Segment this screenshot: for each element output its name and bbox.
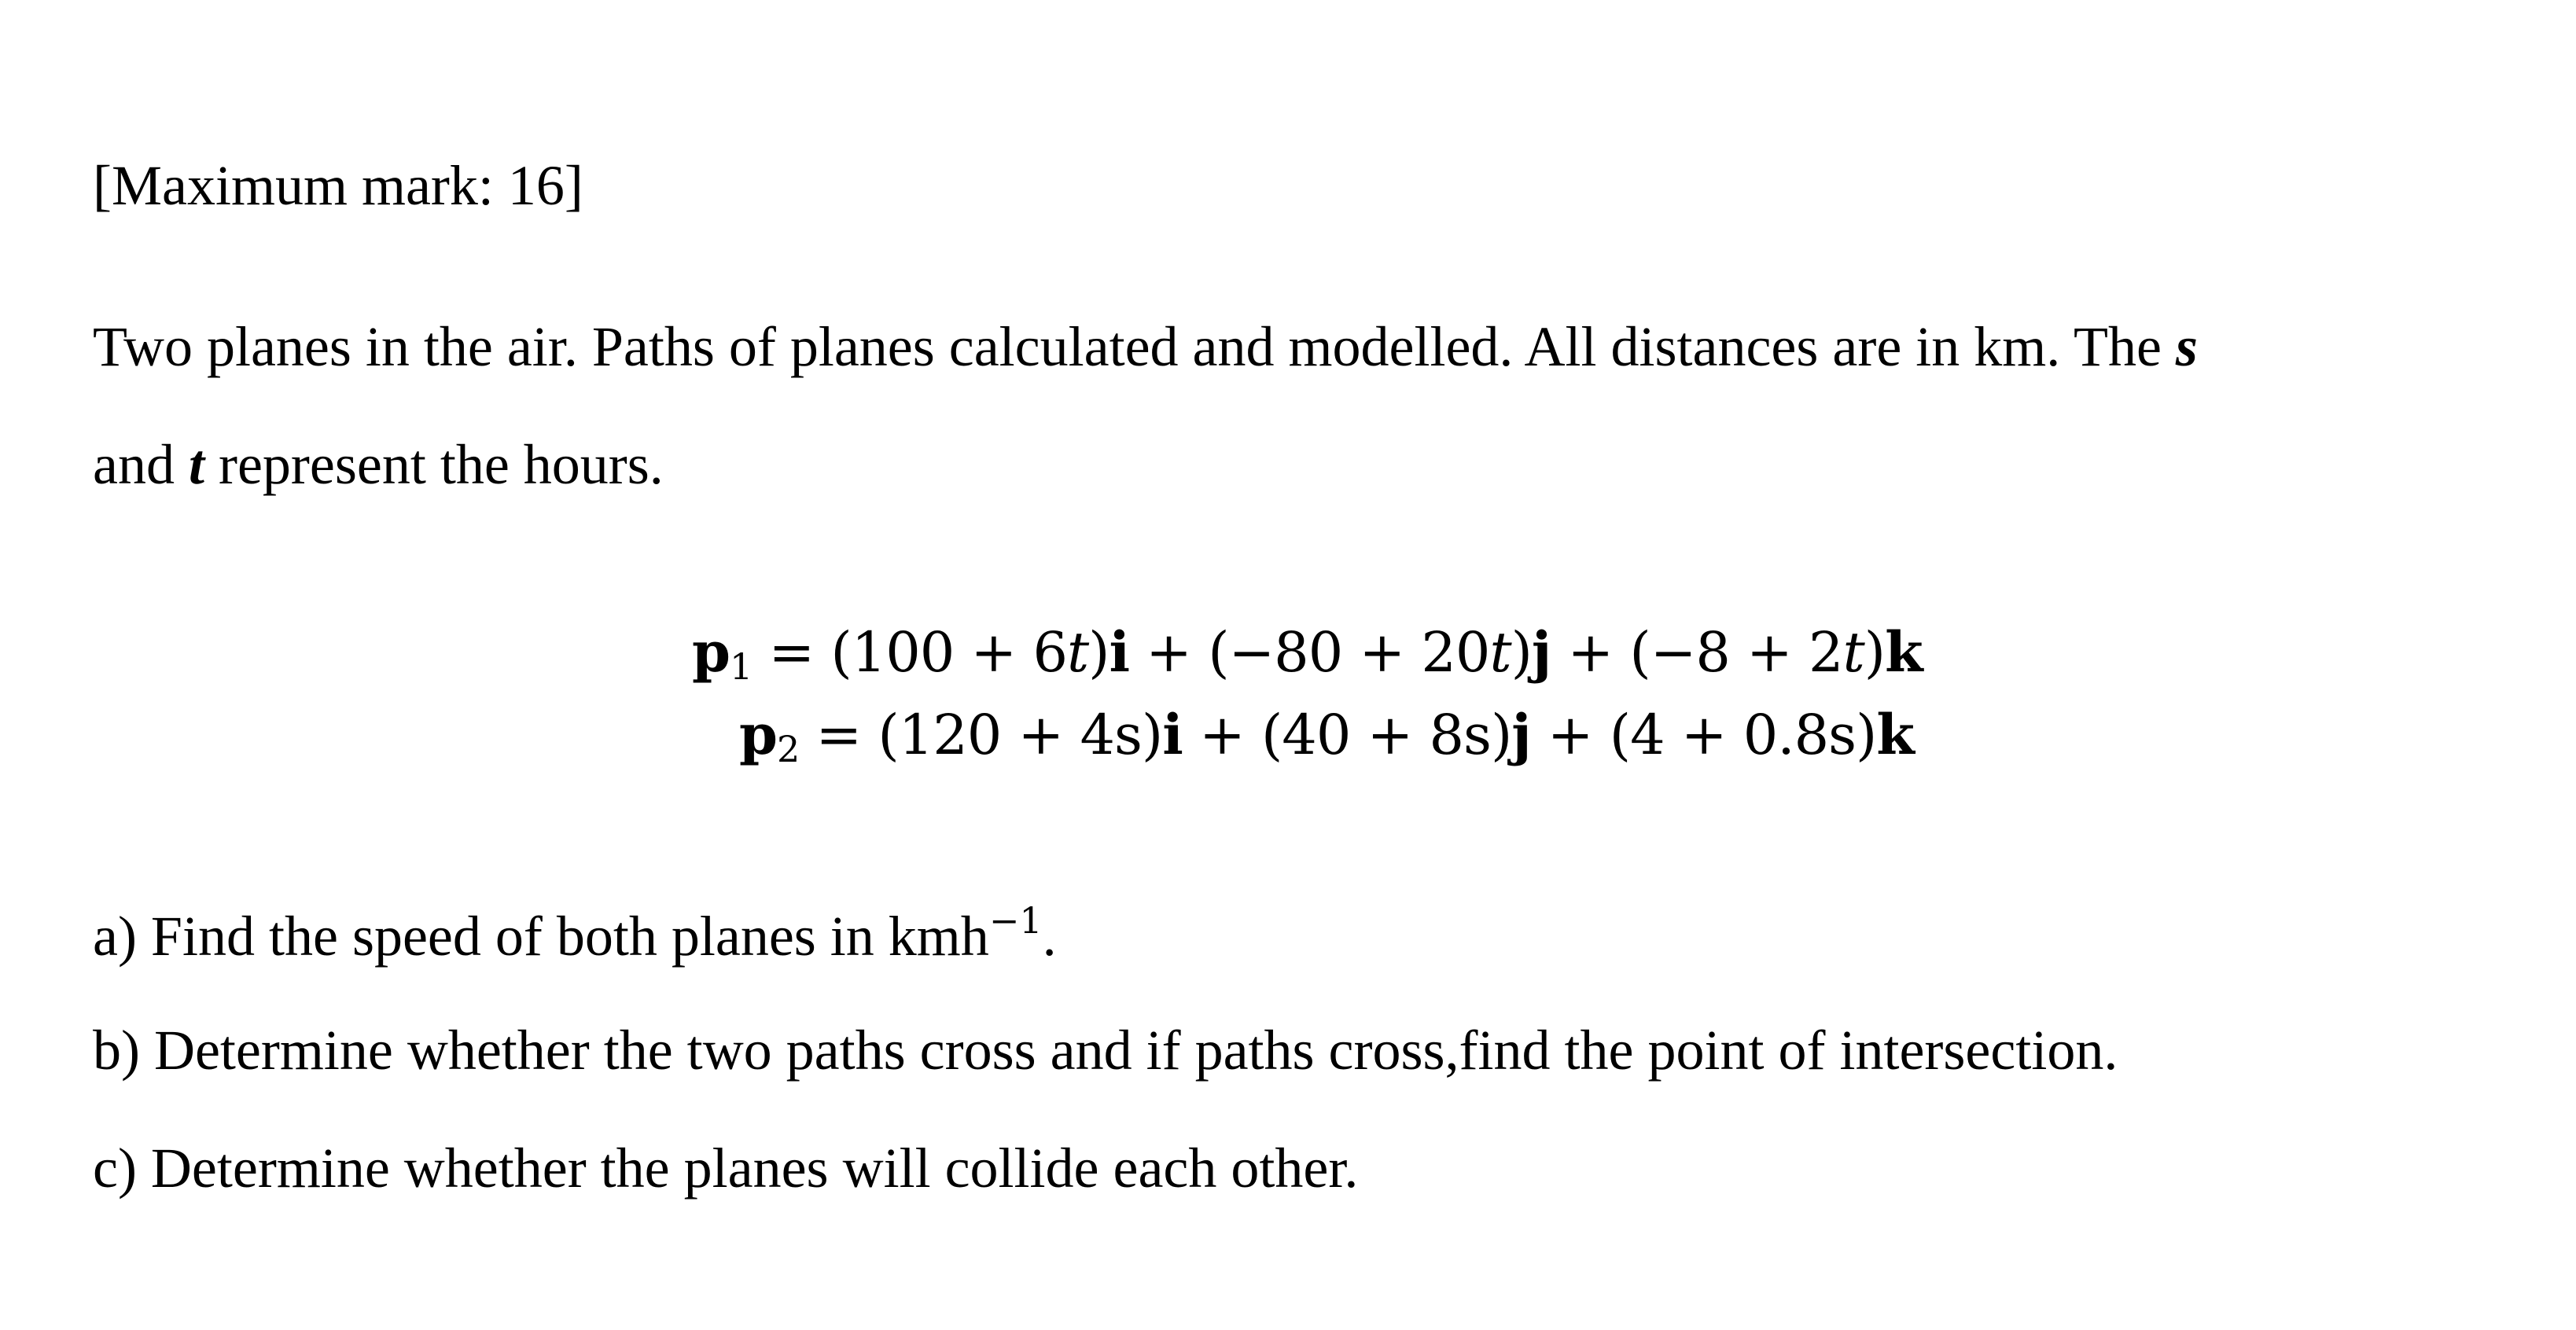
intro-text-prefix: and <box>93 433 189 496</box>
unit-vector-i: i <box>1109 619 1130 685</box>
vector-p1: $p_1$ <box>692 619 753 688</box>
unit-vector-k: k <box>1885 619 1923 685</box>
vector-p2: $p_2$ <box>739 702 800 770</box>
unit-vector-k: k <box>1876 702 1914 767</box>
equation-p1: $p_1 = (100 + 6t)i + (-80 + 20t)j + (-8 + 2t)k$ <box>692 619 1923 688</box>
question-b: b) Determine whether the two paths cross and if paths cross,find the point of intersection. <box>93 1019 2118 1082</box>
variable-t: t <box>188 433 204 496</box>
unit-vector-j: j <box>1531 619 1551 685</box>
intro-text-suffix: represent the hours. <box>204 433 664 496</box>
intro-paragraph-line-2 <box>93 433 664 496</box>
question-a: a) Find the speed of both planes in kmh$^{-1}$. <box>93 899 1057 968</box>
unit-vector-i: i <box>1162 702 1183 767</box>
maximum-mark-label: [Maximum mark: 16] <box>93 154 583 217</box>
intro-text: Two planes in the air. Paths of planes calculated and modelled. All distances are in km. The <box>93 315 2176 378</box>
equation-p2: $p_2 = (120 + 4s)i + (40 + 8s)j + (4 + 0.8s)k$ <box>739 702 1914 770</box>
unit-vector-j: j <box>1511 702 1531 767</box>
intro-paragraph-line-1 <box>93 315 2198 378</box>
question-c: c) Determine whether the planes will collide each other. <box>93 1137 1359 1200</box>
variable-s: s <box>2175 315 2198 378</box>
superscript-minus-one: −1 <box>988 899 1043 942</box>
